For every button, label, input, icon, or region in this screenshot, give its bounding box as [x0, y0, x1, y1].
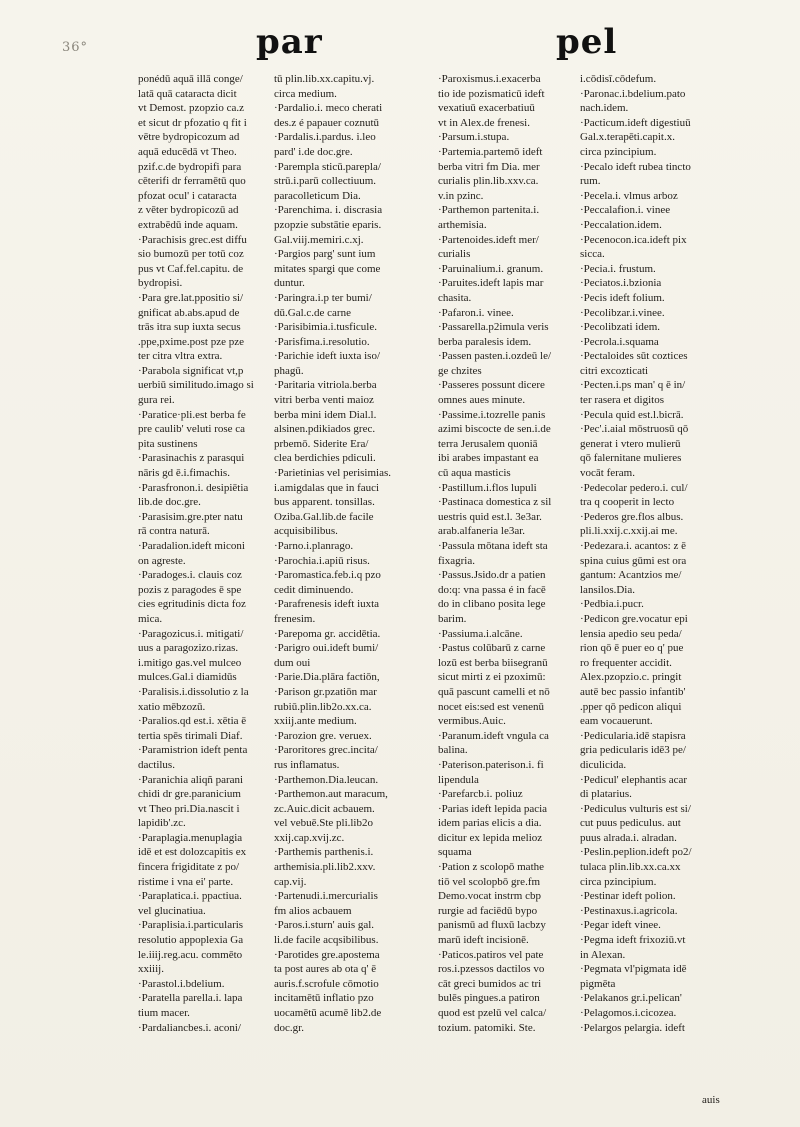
text-line: ·Pedezara.i. acantos: z ē — [580, 540, 686, 552]
text-line: vt in Alex.de frenesi. — [438, 116, 530, 129]
text-line: ·Paros.i.sturn' auis gal. — [274, 919, 375, 932]
text-line: acquisibilibus. — [274, 525, 338, 538]
text-line: ·Paterison.paterison.i. fi — [438, 758, 544, 771]
text-line: et sicut dr pfozatio q fit i — [138, 116, 247, 129]
text-line: ·Paruites.ideft lapis mar — [438, 277, 544, 290]
text-line: autē bec passio infantib' — [580, 685, 686, 698]
text-line: ristime i vna ei' parte. — [138, 875, 234, 888]
text-line: ·Paragozicus.i. mitigati/ — [138, 627, 244, 640]
text-line: lensia apedio seu peda/ — [580, 627, 682, 640]
text-line: ·Pecis ideft folium. — [580, 291, 665, 304]
text-line: ·Paradoges.i. clauis coz — [138, 569, 242, 582]
text-line: nocet eis:sed est venenū — [438, 700, 544, 713]
text-line: pli.li.xxij.c.xxij.ai me. — [580, 525, 678, 538]
text-line: ta post aures ab ota q' ē — [274, 963, 377, 976]
text-column-4 — [580, 72, 724, 1035]
text-line: uus a paragozizo.rizas. — [138, 642, 239, 655]
text-line: vel glucinatiua. — [138, 904, 206, 917]
text-line: auris.f.scrofule cōmotio — [274, 977, 379, 990]
text-line: di platarius. — [580, 788, 632, 801]
text-line: z vēter bydropicozū ad — [138, 204, 239, 217]
text-line: strū.i.parū collectiuum. — [274, 175, 377, 188]
text-line: pfozat ocul' i cataracta — [138, 189, 237, 202]
text-line: arthemisia. — [438, 218, 487, 231]
text-line: ·Parachisis grec.est diffu — [138, 233, 247, 246]
text-line: gantum: Acantzios me/ — [580, 569, 682, 582]
text-line: ·Pardaliancbes.i. aconi/ — [138, 1021, 241, 1034]
text-line: idē et est dolozcapitis ex — [138, 846, 247, 859]
text-line: ponédū aquā illā conge/ — [138, 73, 243, 85]
text-line: ·Parthemon.Dia.leucan. — [274, 773, 379, 786]
text-line: tū plin.lib.xx.capitu.vj. — [274, 73, 375, 85]
text-line: ·Pestinar ideft polion. — [580, 890, 676, 903]
text-line: bus apparent. tonsillas. — [274, 496, 375, 509]
text-line: ·Pecrola.i.squama — [580, 335, 659, 348]
text-line: mitates spargi que come — [274, 262, 381, 275]
text-line: frenesim. — [274, 612, 316, 625]
text-line: Demo.vocat instrm cbp — [438, 890, 541, 903]
text-line: ·Parasfronon.i. desipiētia — [138, 481, 249, 494]
text-line: paracolleticum Dia. — [274, 189, 361, 202]
text-line: ·Pedbia.i.pucr. — [580, 598, 644, 611]
text-line: berba vitri fm Dia. mer — [438, 160, 540, 173]
text-line: ·Pegar ideft vinee. — [580, 919, 661, 932]
text-line: ·Paramistrion ideft penta — [138, 744, 248, 757]
text-line: ·Pecula quid est.l.bicrā. — [580, 408, 684, 421]
text-line: do:q: vna passa é in facē — [438, 583, 546, 596]
text-line: trās itra sup iuxta secus — [138, 321, 241, 334]
text-line: squama — [438, 846, 472, 859]
text-line: latā quā cataracta dicit — [138, 87, 237, 100]
text-line: ·Paratella parella.i. lapa — [138, 992, 243, 1005]
text-line: ·Paralisis.i.dissolutio z la — [138, 685, 249, 698]
text-line: doc.gr. — [274, 1021, 304, 1034]
text-line: ter rasera et digitos — [580, 394, 664, 407]
text-line: fm alios acbauem — [274, 904, 352, 917]
text-line: diculicida. — [580, 758, 627, 771]
text-line: resolutio appoplexia Ga — [138, 934, 244, 947]
text-line: ro frequenter accidit. — [580, 656, 672, 669]
text-line: i.amigdalas que in fauci — [274, 481, 380, 494]
text-line: rus inflamatus. — [274, 758, 340, 771]
text-line: curialis — [438, 248, 471, 261]
text-line: cies egritudinis dicta foz — [138, 598, 246, 611]
text-line: tium macer. — [138, 1007, 190, 1019]
text-line: cedit diminuendo. — [274, 583, 354, 596]
text-line: idem parias elicis a dia. — [438, 817, 542, 830]
text-line: Gal.viij.memiri.c.xj. — [274, 233, 364, 246]
text-line: curialis plin.lib.xxv.ca. — [438, 175, 539, 188]
text-line: tiō vel scolopbō gre.fm — [438, 875, 541, 888]
text-line: pzif.c.de bydropifi para — [138, 160, 242, 173]
text-line: ·Parotides gre.apostema — [274, 948, 380, 961]
text-line: cū aqua masticis — [438, 467, 511, 480]
text-line: circa pzincipium. — [580, 875, 657, 888]
text-line: tulaca plin.lib.xx.ca.xx — [580, 861, 681, 874]
folio-number: 36° — [62, 40, 89, 55]
text-line: ·Pederos gre.flos albus. — [580, 510, 684, 523]
text-line: ·Paratice·pli.est berba fe — [138, 408, 246, 421]
text-line: cut puus pediculus. aut — [580, 817, 681, 830]
text-line: ·Paraplisia.i.particularis — [138, 919, 244, 932]
running-head-right: pel — [556, 22, 618, 62]
text-line: ·Pastillum.i.flos lupuli — [438, 481, 537, 494]
text-line: ros.i.pzessos dactilos vo — [438, 963, 545, 976]
text-line: tozium. patomiki. Ste. — [438, 1021, 536, 1034]
text-line: .pper qō pedicon aliqui — [580, 700, 682, 713]
text-line: ·Peccalafion.i. vinee — [580, 204, 671, 217]
text-line: ·Pegmata vl'pigmata idē — [580, 963, 687, 976]
text-line: ·Parichie ideft iuxta iso/ — [274, 350, 380, 363]
text-line: ·Parigro oui.ideft bumi/ — [274, 642, 379, 655]
text-line: lapidib'.zc. — [138, 817, 186, 830]
text-line: ·Paroxismus.i.exacerba — [438, 73, 541, 85]
text-line: terra Jerusalem quoniā — [438, 437, 538, 450]
text-line: gnificat ab.abs.apud de — [138, 306, 240, 319]
text-line: ·Paranum.ideft vngula ca — [438, 729, 549, 742]
text-line: vexatiuū exacerbatiuū — [438, 102, 535, 115]
text-line: vermibus.Auic. — [438, 715, 506, 728]
text-line: in Alexan. — [580, 948, 626, 961]
text-line: barim. — [438, 612, 467, 625]
text-line: generat i vtero mulierū — [580, 437, 681, 450]
text-line: cap.vij. — [274, 875, 307, 888]
text-line: rum. — [580, 175, 601, 188]
text-line: ·Pedicularia.idē stapisra — [580, 729, 686, 742]
text-line: uestris quid est.l. 3e3ar. — [438, 510, 542, 523]
text-line: vētre bydropicozum ad — [138, 131, 240, 144]
text-line: sio bumozū per totū coz — [138, 248, 244, 261]
text-line: clea berdichies pdiculi. — [274, 452, 376, 465]
text-line: pus vt Caf.fel.capitu. de — [138, 262, 244, 275]
text-line: ·Pecela.i. vlmus arboz — [580, 189, 678, 202]
text-line: ·Parthemon partenita.i. — [438, 204, 540, 217]
text-line: ·Paradalion.ideft miconi — [138, 540, 245, 552]
text-line: extrabēdū inde aquam. — [138, 218, 238, 231]
text-line: tra q cooperit in lecto — [580, 496, 675, 509]
text-line: ·Parozion gre. veruex. — [274, 729, 372, 742]
text-line: mulces.Gal.i diamidūs — [138, 671, 237, 684]
text-line: ·Paronac.i.bdelium.pato — [580, 87, 686, 100]
text-line: ·Parsum.i.stupa. — [438, 131, 510, 144]
text-line: duntur. — [274, 277, 305, 290]
text-line: le.iiij.reg.acu. commēto — [138, 948, 243, 961]
text-line: prbemō. Siderite Era/ — [274, 437, 369, 450]
text-line: ·Passarella.p2imula veris — [438, 321, 549, 334]
text-line: ·Parasinachis z parasqui — [138, 452, 245, 465]
text-line: ·Paralios.qd est.i. xētia ē — [138, 715, 247, 728]
text-line: ·Pedicon gre.vocatur epi — [580, 612, 688, 625]
text-line: ·Parthemis parthenis.i. — [274, 846, 374, 859]
text-line: nach.idem. — [580, 102, 629, 115]
text-line: rion qō ē puer eo q' pue — [580, 642, 684, 655]
text-line: ·Paritaria vitriola.berba — [274, 379, 377, 392]
text-line: pre caulib' veluti rose ca — [138, 423, 246, 436]
text-line: vocāt feram. — [580, 467, 635, 480]
text-line: omnes aues minute. — [438, 394, 526, 407]
text-line: balina. — [438, 744, 468, 757]
text-line: li.de facile acqsibilibus. — [274, 934, 379, 947]
text-line: ·Passiuma.i.alcāne. — [438, 627, 523, 640]
text-line: ·Pec'.i.aial mōstruosū qō — [580, 423, 689, 436]
text-line: phagū. — [274, 364, 304, 377]
text-line: i.mitigo gas.vel mulceo — [138, 656, 242, 669]
text-line: pigmēta — [580, 977, 616, 990]
text-line: dum oui — [274, 656, 311, 669]
text-line: ·Parepoma gr. accidētia. — [274, 627, 381, 640]
text-line: ·Pecolibzati idem. — [580, 321, 661, 334]
text-line: incitamētū inflatio pzo — [274, 992, 374, 1005]
running-head-left: par — [256, 22, 323, 62]
text-line: ·Paromastica.feb.i.q pzo — [274, 569, 381, 582]
text-line: ·Paruinalium.i. granum. — [438, 262, 544, 275]
text-line: fincera frigiditate z po/ — [138, 861, 240, 874]
text-line: Gal.x.terapēti.capit.x. — [580, 131, 675, 144]
text-line: ·Para gre.lat.ppositio si/ — [138, 291, 244, 304]
text-line: ·Parafrenesis ideft iuxta — [274, 598, 380, 611]
text-line: rubiū.plin.lib2o.xx.ca. — [274, 700, 372, 713]
text-line: ·Pedicul' elephantis acar — [580, 773, 688, 786]
text-line: aquā educēdā vt Theo. — [138, 145, 237, 158]
text-line: lansilos.Dia. — [580, 583, 635, 596]
text-line: qō falernitane mulieres — [580, 452, 682, 465]
text-line: rā contra naturā. — [138, 525, 210, 538]
text-line: pard' i.de doc.gre. — [274, 145, 353, 158]
text-line: ·Parthemon.aut maracum, — [274, 788, 388, 801]
text-line: circa medium. — [274, 87, 337, 100]
text-line: fixagria. — [438, 554, 475, 567]
text-line: mica. — [138, 612, 163, 625]
text-line: v.in pzinc. — [438, 189, 484, 202]
text-line: arab.alfaneria le3ar. — [438, 525, 526, 538]
text-line: bulēs pingues.a patiron — [438, 992, 540, 1005]
text-line: xxiiij. — [138, 963, 164, 976]
text-line: ·Parias ideft lepida pacia — [438, 802, 548, 815]
text-line: ibi arabes impastant ea — [438, 452, 539, 465]
text-line: vt Demost. pzopzio ca.z — [138, 102, 244, 115]
text-line: arthemisia.pli.lib2.xxv. — [274, 861, 376, 874]
text-line: xxij.cap.xvij.zc. — [274, 831, 345, 844]
text-line: ·Parenchima. i. discrasia — [274, 204, 383, 217]
text-line: bydropisi. — [138, 277, 183, 290]
text-line: sicca. — [580, 248, 605, 261]
text-line: pzopzie substātie eparis. — [274, 218, 382, 231]
text-line: vel vebuē.Ste pli.lib2o — [274, 817, 373, 830]
text-line: ·Parempla sticū.parepla/ — [274, 160, 381, 173]
text-line: i.cōdisī.cōdefum. — [580, 73, 657, 85]
text-line: on agreste. — [138, 554, 186, 567]
text-line: ·Pectaloides sūt coztices — [580, 350, 688, 363]
text-line: ge chzites — [438, 364, 482, 377]
text-line: des.z é papauer coznutū — [274, 116, 380, 129]
text-line: ·Passeres possunt dicere — [438, 379, 545, 392]
text-line: ·Pestinaxus.i.agricola. — [580, 904, 678, 917]
text-line: spina cuius gūmi est ora — [580, 554, 687, 567]
text-line: gria pedicularis idē3 pe/ — [580, 744, 686, 757]
text-line: zc.Auic.dicit acbauem. — [274, 802, 375, 815]
text-line: do in clibano posita lege — [438, 598, 546, 611]
text-line: ·Paraplagia.menuplagia — [138, 831, 243, 844]
text-line: ·Parastol.i.bdelium. — [138, 977, 225, 990]
text-line: dū.Gal.c.de carne — [274, 306, 351, 319]
text-line: vitri berba venti maioz — [274, 394, 374, 407]
text-line: ·Pecalo ideft rubea tincto — [580, 160, 691, 173]
text-line: ·Pecolibzar.i.vinee. — [580, 306, 665, 319]
text-line: ·Pafaron.i. vinee. — [438, 306, 514, 319]
text-line: ·Pelargos pelargia. ideft — [580, 1021, 685, 1034]
text-line: ·Passime.i.tozrelle panis — [438, 408, 546, 421]
text-line: dactilus. — [138, 758, 175, 771]
text-line: ·Parasisim.gre.pter natu — [138, 510, 243, 523]
text-line: citri excozticati — [580, 364, 649, 377]
text-line: ·Pelakanos gr.i.pelican' — [580, 992, 682, 1005]
text-column-1 — [138, 72, 270, 1035]
text-line: ·Pecten.i.ps man' q ē in/ — [580, 379, 686, 392]
text-line: ter citra vltra extra. — [138, 350, 223, 363]
text-line: quā pascunt camelli et nō — [438, 685, 550, 698]
text-line: ·Pation z scolopō mathe — [438, 861, 545, 874]
text-line: lipendula — [438, 773, 479, 786]
text-line: Alex.pzopzio.c. pringit — [580, 671, 682, 684]
text-line: ·Pastus colūbarū z carne — [438, 642, 546, 655]
text-line: puus alrada.i. alradan. — [580, 831, 677, 844]
text-line: ·Pardalio.i. meco cherati — [274, 102, 383, 115]
text-line: uerbiū similitudo.imago si — [138, 379, 254, 392]
text-line: dicitur ex lepida melioz — [438, 831, 543, 844]
text-line: ·Peciatos.i.bzionia — [580, 277, 662, 290]
text-line: ·Parisibimia.i.tusficule. — [274, 321, 377, 334]
text-line: uocamētū acumē lib2.de — [274, 1007, 382, 1019]
text-column-2 — [274, 72, 414, 1035]
text-line: pozis z paragodes ē spe — [138, 583, 242, 596]
text-column-3 — [438, 72, 576, 1035]
text-line: ·Passus.Jsido.dr a patien — [438, 569, 546, 582]
text-line: lozū est berba biisegranū — [438, 656, 548, 669]
text-line: ·Pediculus vulturis est si/ — [580, 802, 691, 815]
text-line: xatio mēbzozū. — [138, 700, 206, 713]
text-line: nāris gd ē.i.fimachis. — [138, 467, 230, 480]
text-line: ·Passula mōtana ideft sta — [438, 540, 548, 552]
text-line: panismū ad fluxū lacbzy — [438, 919, 546, 932]
text-line: ·Pargios parg' sunt ium — [274, 248, 376, 261]
text-line: ·Parietinias vel perisimias. — [274, 467, 391, 480]
text-line: ·Pelagomos.i.cicozea. — [580, 1007, 677, 1019]
text-line: tertia spēs tirimali Diaf. — [138, 729, 243, 742]
text-line: quod est pzelū vel calca/ — [438, 1007, 547, 1019]
text-line: berba mini idem Dial.l. — [274, 408, 377, 421]
text-line: ·Pecenocon.ica.ideft pix — [580, 233, 687, 246]
text-line: ·Partenudi.i.mercurialis — [274, 890, 378, 903]
text-line: chasita. — [438, 291, 472, 304]
text-line: ·Paringra.i.p ter bumi/ — [274, 291, 372, 304]
text-line: ·Pedecolar pedero.i. cul/ — [580, 481, 688, 494]
text-line: lib.de doc.gre. — [138, 496, 201, 509]
text-line: berba paralesis idem. — [438, 335, 532, 348]
text-line: chidi dr gre.paranicium — [138, 788, 241, 801]
text-line: Oziba.Gal.lib.de facile — [274, 510, 374, 523]
text-line: ·Parno.i.planrago. — [274, 540, 354, 552]
text-line: circa pzincipium. — [580, 145, 657, 158]
text-line: vt Theo pri.Dia.nascit i — [138, 802, 240, 815]
text-line: ·Partenoides.ideft mer/ — [438, 233, 539, 246]
text-line: pita sustinens — [138, 437, 198, 450]
text-line: xxiij.ante medium. — [274, 715, 357, 728]
text-line: marū ideft incisionē. — [438, 934, 529, 947]
text-line: ·Pecia.i. frustum. — [580, 262, 656, 275]
text-line: eam vocauerunt. — [580, 715, 653, 728]
text-line: ·Paroritores grec.incita/ — [274, 744, 378, 757]
text-line: cāt greci bumidos ac tri — [438, 977, 542, 990]
text-line: cēterifi dr ferramētū quo — [138, 175, 246, 188]
text-line: sicut mirti z ei pzoximū: — [438, 671, 546, 684]
text-line: ·Parisfima.i.resolutio. — [274, 335, 370, 348]
text-line: ·Pacticum.ideft digestiuū — [580, 116, 691, 129]
text-line: alsinen.pdikiados grec. — [274, 423, 376, 436]
text-line: ·Pardalis.i.pardus. i.leo — [274, 131, 376, 144]
text-line: ·Parefarcb.i. poliuz — [438, 788, 523, 801]
text-line: rurgie ad faciēdū bypo — [438, 904, 538, 917]
text-line: ·Paticos.patiros vel pate — [438, 948, 544, 961]
text-line: gura rei. — [138, 394, 175, 407]
text-line: azimi biscocte de sen.i.de — [438, 423, 551, 436]
text-line: ·Peccalation.idem. — [580, 218, 662, 231]
text-line: ·Paraplatica.i. ppactiua. — [138, 890, 242, 903]
catchword: auis — [702, 1094, 720, 1106]
text-line: ·Peslin.peplion.ideft po2/ — [580, 846, 692, 859]
text-line: ·Passen pasten.i.ozdeū le/ — [438, 350, 552, 363]
text-line: ·Parison gr.pzatiōn mar — [274, 685, 377, 698]
text-line: .ppe,pxime.post pze pze — [138, 335, 244, 348]
text-line: ·Partemia.partemō ideft — [438, 145, 543, 158]
text-line: ·Parie.Dia.plāra factiōn, — [274, 671, 380, 684]
text-line: ·Pegma ideft frixoziū.vt — [580, 934, 686, 947]
text-line: ·Parabola significat vt,p — [138, 364, 244, 377]
text-line: ·Paranichia aliqñ parani — [138, 773, 244, 786]
text-line: ·Pastinaca domestica z sil — [438, 496, 552, 509]
text-line: ·Parochia.i.apiū risus. — [274, 554, 370, 567]
text-line: tio ide pozismaticū ideft — [438, 87, 545, 100]
